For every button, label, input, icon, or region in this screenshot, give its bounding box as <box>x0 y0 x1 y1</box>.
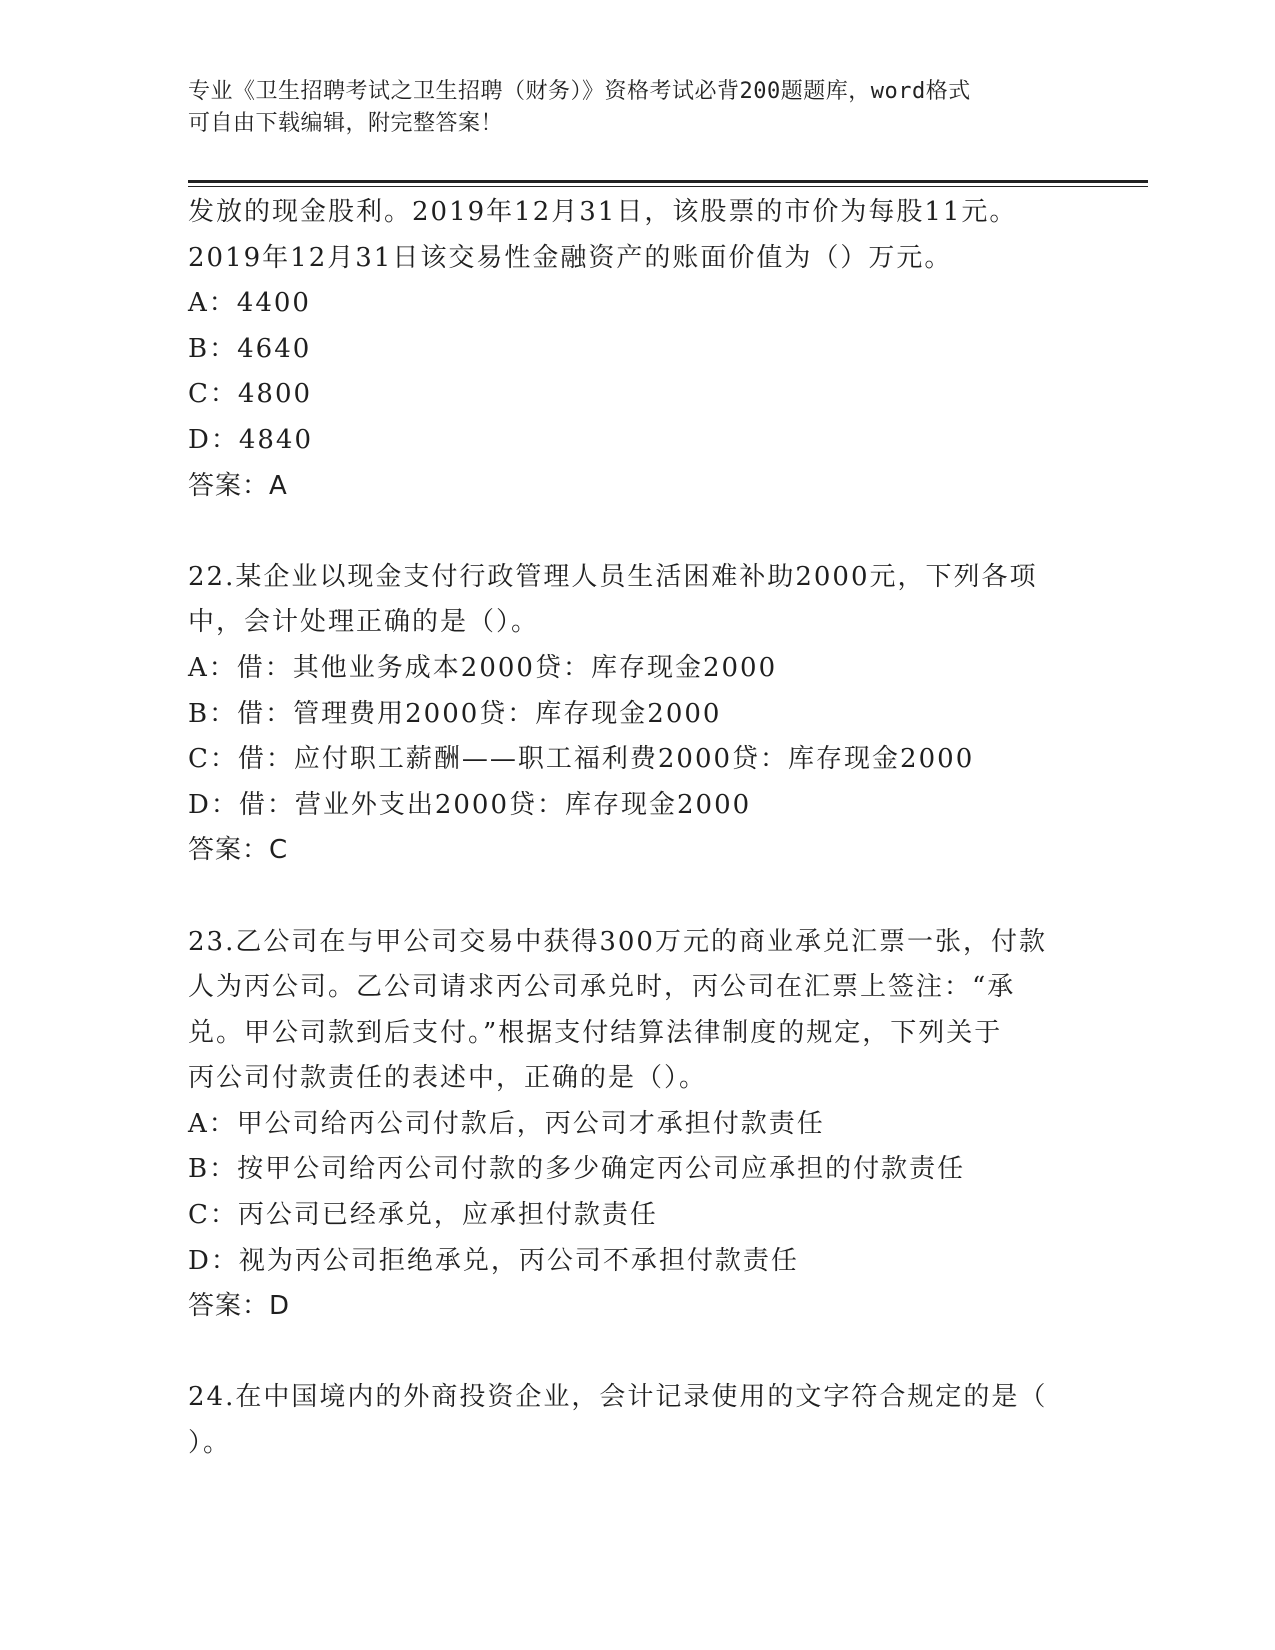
option-b: B：借：管理费用2000贷：库存现金2000 <box>188 698 722 729</box>
question-22 <box>188 555 1088 874</box>
option-a: A：4400 <box>188 288 311 319</box>
question-24 <box>188 1375 1088 1466</box>
option-c: C：借：应付职工薪酬——职工福利费2000贷：库存现金2000 <box>188 744 975 775</box>
document-header <box>188 76 1068 140</box>
question-21-fragment <box>188 190 1088 509</box>
header-line-2: 可自由下载编辑，附完整答案！ <box>188 111 504 136</box>
question-23 <box>188 920 1088 1330</box>
question-stem-line: 2019年12月31日该交易性金融资产的账面价值为（）万元。 <box>188 242 953 273</box>
header-line-1: 专业《卫生招聘考试之卫生招聘（财务）》资格考试必背200题题库，word格式 <box>188 79 971 104</box>
option-d: D：视为丙公司拒绝承兑，丙公司不承担付款责任 <box>188 1245 799 1276</box>
question-content <box>188 190 1088 1467</box>
option-c: C：4800 <box>188 379 313 410</box>
option-a: A：借：其他业务成本2000贷：库存现金2000 <box>188 652 778 683</box>
question-stem-line: 发放的现金股利。2019年12月31日，该股票的市价为每股11元。 <box>188 197 1018 227</box>
question-stem-line: ）。 <box>188 1428 232 1459</box>
question-stem-line: 人为丙公司。乙公司请求丙公司承兑时，丙公司在汇票上签注：“承 <box>188 972 1016 1003</box>
option-a: A：甲公司给丙公司付款后，丙公司才承担付款责任 <box>188 1108 825 1139</box>
question-stem-line: 24.在中国境内的外商投资企业，会计记录使用的文字符合规定的是（ <box>188 1382 1048 1413</box>
question-stem-line: 丙公司付款责任的表述中，正确的是（）。 <box>188 1063 708 1094</box>
option-b: B：按甲公司给丙公司付款的多少确定丙公司应承担的付款责任 <box>188 1154 966 1185</box>
option-d: D：借：营业外支出2000贷：库存现金2000 <box>188 789 752 820</box>
answer-label: 答案：D <box>188 1291 291 1322</box>
question-stem-line: 中，会计处理正确的是（）。 <box>188 607 540 638</box>
answer-label: 答案：C <box>188 835 289 866</box>
question-stem-line: 兑。甲公司款到后支付。”根据支付结算法律制度的规定，下列关于 <box>188 1017 1003 1048</box>
option-d: D：4840 <box>188 424 314 455</box>
option-c: C：丙公司已经承兑，应承担付款责任 <box>188 1200 658 1231</box>
option-b: B：4640 <box>188 333 312 364</box>
question-stem-line: 22.某企业以现金支付行政管理人员生活困难补助2000元，下列各项 <box>188 561 1038 592</box>
header-rule-thick <box>188 180 1148 183</box>
answer-label: 答案：A <box>188 470 288 501</box>
header-rule-thin <box>188 186 1148 187</box>
question-stem-line: 23.乙公司在与甲公司交易中获得300万元的商业承兑汇票一张，付款 <box>188 926 1047 957</box>
